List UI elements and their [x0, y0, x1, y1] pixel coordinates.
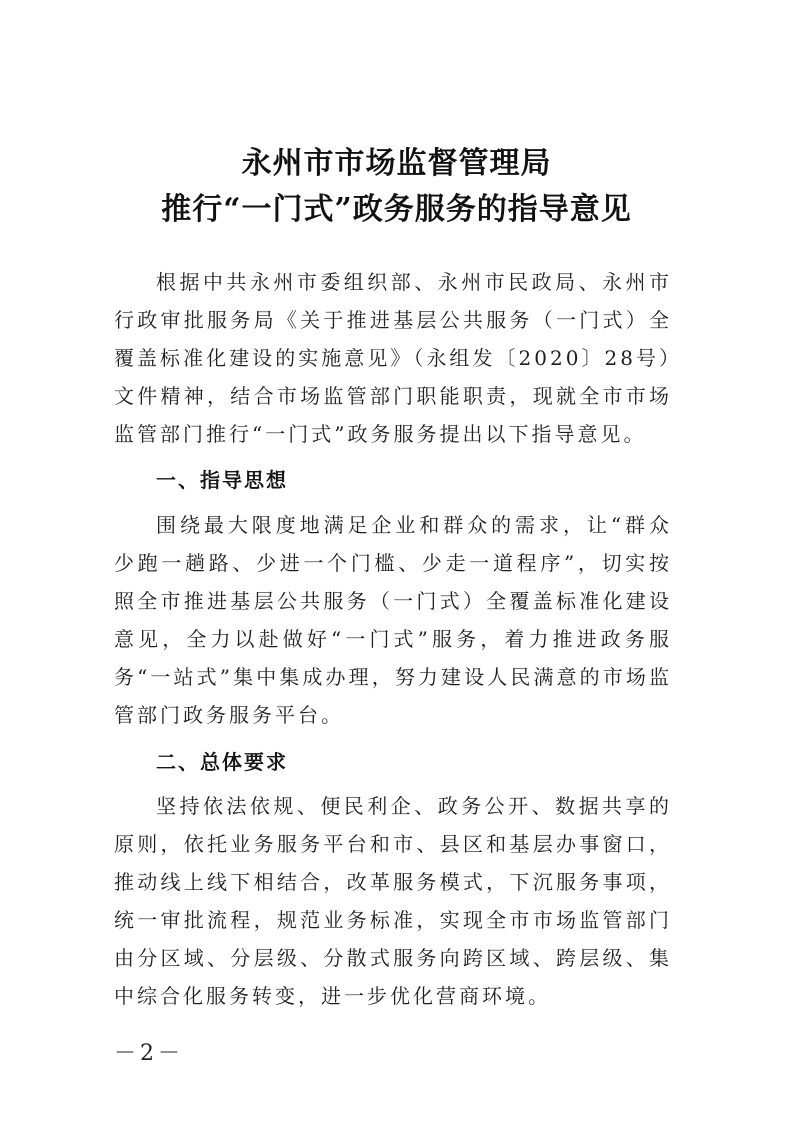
document-title-line2: 推行“一门式”政务服务的指导意见: [161, 192, 632, 227]
intro-paragraph: 根据中共永州市委组织部、永州市民政局、永州市行政审批服务局《关于推进基层公共服务（一门式）全覆盖标准化建设的实施意见》（永组发〔2020〕28号）文件精神，结合市场监管部门职能职责，现就全市市场监管部门推行“一门式”政务服务提出以下指导意见。: [114, 270, 672, 446]
page-number: －2－: [114, 1041, 184, 1066]
section2-paragraph: 坚持依法依规、便民利企、政务公开、数据共享的原则，依托业务服务平台和市、县区和基层办事窗口，推动线上线下相结合，改革服务模式，下沉服务事项，统一审批流程，规范业务标准，实现全市市场监管部门由分区域、分层级、分散式服务向跨区域、跨层级、集中综合化服务转变，进一步优化营商环境。: [114, 794, 672, 1008]
section1-paragraph: 围绕最大限度地满足企业和群众的需求，让“群众少跑一趟路、少进一个门槛、少走一道程序”，切实按照全市推进基层公共服务（一门式）全覆盖标准化建设意见，全力以赴做好“一门式”服务，着力推进政务服务“一站式”集中集成办理，努力建设人民满意的市场监管部门政务服务平台。: [114, 513, 672, 727]
section2-heading: 二、总体要求: [156, 750, 288, 774]
document-title-line1: 永州市市场监督管理局: [241, 146, 552, 181]
section1-heading: 一、指导思想: [156, 468, 288, 492]
